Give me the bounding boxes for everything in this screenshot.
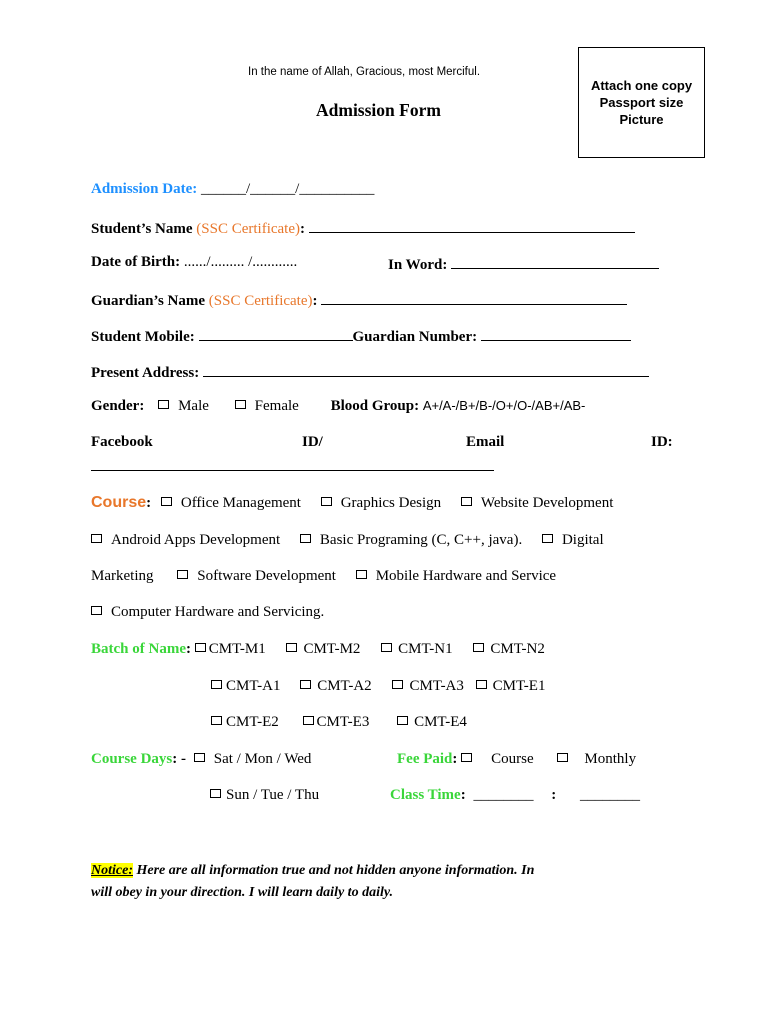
course-checkbox[interactable] [321, 497, 332, 506]
class-time-end-field[interactable]: ________ [579, 787, 640, 803]
admission-date-row [91, 181, 374, 198]
batch-checkbox[interactable] [300, 680, 311, 689]
notice-line-1: Here are all information true and not hidden anyone information. In [132, 863, 535, 878]
batch-checkbox[interactable] [211, 680, 222, 689]
batch-option: CMT-A1 [226, 678, 281, 694]
course-checkbox[interactable] [91, 606, 102, 615]
student-name-label: Student’s Name [91, 221, 193, 237]
days-option: Sat / Mon / Wed [213, 751, 312, 767]
separator: : - [172, 751, 186, 767]
course-checkbox[interactable] [177, 570, 188, 579]
fee-course-checkbox[interactable] [461, 753, 472, 762]
course-checkbox[interactable] [161, 497, 172, 506]
colon: : [300, 221, 306, 237]
class-time-separator: : [551, 787, 557, 803]
colon: : [452, 751, 458, 767]
bismillah-text: In the name of Allah, Gracious, most Merciful. [248, 66, 481, 78]
course-option: Software Development [197, 568, 336, 584]
dob-field[interactable]: ....../......... /............ [183, 254, 298, 270]
facebook-email-field[interactable] [91, 456, 494, 471]
batch-option: CMT-N1 [398, 641, 453, 657]
course-days-row [91, 751, 311, 768]
notice-line-2: will obey in your direction. I will learn daily to daily. [91, 885, 394, 900]
facebook-label: Facebook [91, 434, 153, 450]
admission-date-label: Admission Date: [91, 181, 198, 197]
batch-checkbox[interactable] [195, 643, 206, 652]
course-option: Basic Programing (C, C++, java). [319, 532, 523, 548]
in-word-row [388, 254, 659, 274]
batch-checkbox[interactable] [286, 643, 297, 652]
batch-checkbox[interactable] [381, 643, 392, 652]
in-word-label: In Word: [388, 257, 448, 273]
female-checkbox[interactable] [235, 400, 246, 409]
course-checkbox[interactable] [542, 534, 553, 543]
female-label: Female [254, 398, 299, 414]
course-checkbox[interactable] [91, 534, 102, 543]
batch-checkbox[interactable] [397, 716, 408, 725]
class-time-label: Class Time [390, 787, 461, 803]
colon: : [312, 293, 318, 309]
batch-checkbox[interactable] [473, 643, 484, 652]
fee-monthly-label: Monthly [584, 751, 637, 767]
notice-block [91, 860, 676, 904]
present-address-label: Present Address: [91, 365, 200, 381]
fee-paid-row [397, 751, 636, 768]
mobile-row [91, 326, 631, 346]
batch-option: CMT-A2 [317, 678, 372, 694]
dob-label: Date of Birth: [91, 254, 181, 270]
student-name-row [91, 218, 635, 238]
blood-group-label: Blood Group: [330, 398, 420, 414]
course-days-label: Course Days [91, 751, 173, 767]
ssc-note: (SSC Certificate) [196, 221, 301, 237]
batch-option: CMT-N2 [490, 641, 545, 657]
gender-row [91, 398, 585, 415]
class-time-row [390, 787, 640, 804]
dob-row [91, 254, 297, 271]
facebook-id-label: ID/ [302, 434, 323, 450]
batch-checkbox[interactable] [303, 716, 314, 725]
gender-label: Gender: [91, 398, 145, 414]
course-row-3 [91, 568, 556, 585]
batch-option: CMT-E4 [414, 714, 467, 730]
class-time-start-field[interactable]: ________ [473, 787, 534, 803]
course-option: Computer Hardware and Servicing. [111, 604, 325, 620]
batch-option: CMT-E1 [492, 678, 546, 694]
course-option: Marketing [91, 568, 154, 584]
in-word-field[interactable] [451, 254, 659, 269]
course-option: Android Apps Development [111, 532, 281, 548]
fee-monthly-checkbox[interactable] [557, 753, 568, 762]
present-address-field[interactable] [203, 362, 649, 377]
ssc-note: (SSC Certificate) [208, 293, 313, 309]
batch-checkbox[interactable] [476, 680, 487, 689]
course-checkbox[interactable] [461, 497, 472, 506]
fee-paid-label: Fee Paid [397, 751, 453, 767]
colon: : [185, 641, 191, 657]
batch-option: CMT-E3 [316, 714, 370, 730]
colon: : [460, 787, 466, 803]
days-row-2 [210, 787, 319, 804]
course-label: Course [91, 494, 147, 511]
days-checkbox[interactable] [194, 753, 205, 762]
form-title: Admission Form [316, 100, 441, 120]
blood-group-options[interactable]: A+/A-/B+/B-/O+/O-/AB+/AB- [422, 398, 586, 413]
guardian-number-label: Guardian Number: [352, 329, 478, 345]
course-option: Website Development [480, 495, 614, 511]
admission-date-field[interactable]: ______/______/__________ [201, 181, 375, 197]
student-mobile-label: Student Mobile: [91, 329, 195, 345]
course-checkbox[interactable] [300, 534, 311, 543]
passport-photo-box [578, 47, 705, 158]
photo-box-text: Attach one copy Passport size Picture [590, 78, 693, 127]
guardian-number-field[interactable] [481, 326, 631, 341]
days-checkbox[interactable] [210, 789, 221, 798]
student-name-field[interactable] [309, 218, 635, 233]
male-checkbox[interactable] [158, 400, 169, 409]
batch-checkbox[interactable] [392, 680, 403, 689]
colon: : [146, 495, 152, 511]
course-row-1 [91, 494, 613, 512]
guardian-name-label: Guardian’s Name [91, 293, 206, 309]
batch-row-3 [211, 714, 467, 731]
batch-label: Batch of Name [91, 641, 186, 657]
batch-option: CMT-E2 [226, 714, 279, 730]
days-option: Sun / Tue / Thu [226, 787, 320, 803]
email-id-label: ID: [651, 434, 673, 450]
batch-checkbox[interactable] [211, 716, 222, 725]
course-row-4 [91, 604, 324, 621]
notice-label: Notice: [91, 863, 133, 878]
course-row-2 [91, 532, 604, 549]
batch-option: CMT-M2 [303, 641, 361, 657]
guardian-name-row [91, 290, 627, 310]
course-option: Office Management [180, 495, 301, 511]
course-option: Mobile Hardware and Service [375, 568, 557, 584]
course-checkbox[interactable] [356, 570, 367, 579]
batch-row-1 [91, 641, 545, 658]
guardian-name-field[interactable] [321, 290, 627, 305]
batch-option: CMT-M1 [208, 641, 266, 657]
email-label: Email [466, 434, 505, 450]
fee-course-label: Course [491, 751, 534, 767]
male-label: Male [178, 398, 209, 414]
batch-option: CMT-A3 [409, 678, 464, 694]
course-option: Digital [561, 532, 604, 548]
address-row [91, 362, 649, 382]
batch-row-2 [211, 678, 545, 695]
student-mobile-field[interactable] [199, 326, 353, 341]
course-option: Graphics Design [340, 495, 442, 511]
